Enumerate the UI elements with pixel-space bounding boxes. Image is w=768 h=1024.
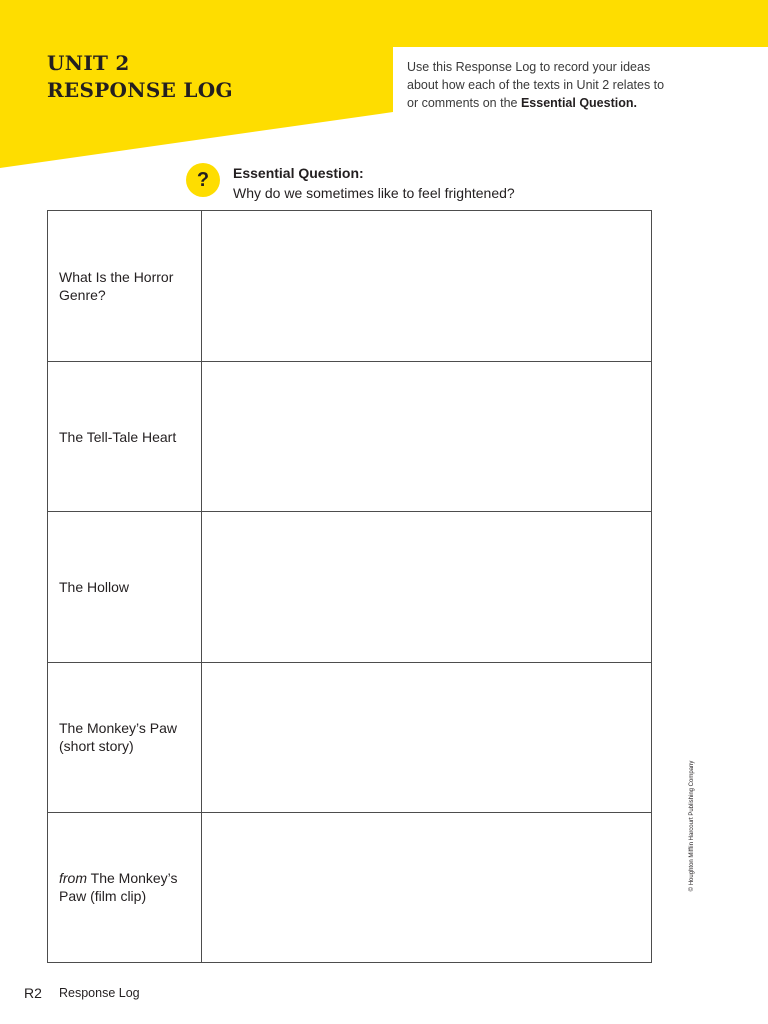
row-text-title bbox=[48, 362, 202, 511]
response-cell[interactable] bbox=[202, 813, 651, 962]
table-row bbox=[48, 812, 651, 962]
row-title: The Monkey’s Paw (film clip) bbox=[59, 870, 178, 905]
response-cell[interactable] bbox=[202, 663, 651, 812]
response-cell[interactable] bbox=[202, 211, 651, 361]
row-text-title bbox=[48, 663, 202, 812]
table-row bbox=[48, 361, 651, 511]
table-row bbox=[48, 211, 651, 361]
row-text-title bbox=[48, 512, 202, 661]
instructions bbox=[407, 58, 665, 112]
response-log-table bbox=[47, 210, 652, 963]
instructions-emphasis: Essential Question. bbox=[520, 96, 637, 110]
row-title: The Tell-Tale Heart bbox=[59, 428, 177, 445]
log-title: RESPONSE LOG bbox=[47, 78, 233, 102]
response-cell[interactable] bbox=[202, 362, 651, 511]
row-title: The Hollow bbox=[59, 578, 130, 595]
row-title: What Is the Horror Genre? bbox=[59, 269, 174, 304]
instructions-text: Use this Response Log to record your ideas about how each of the texts in Unit 2 relates to or comments on the bbox=[407, 60, 665, 110]
table-row bbox=[48, 511, 651, 661]
row-title: The Monkey’s Paw (short story) bbox=[59, 720, 178, 755]
unit-number: UNIT 2 bbox=[47, 51, 130, 75]
section-label: Response Log bbox=[59, 986, 140, 1000]
essential-question-label: Essential Question: bbox=[233, 165, 364, 181]
row-text-title bbox=[48, 813, 202, 962]
row-title-prefix: from bbox=[59, 870, 87, 887]
copyright-notice: © Houghton Mifflin Harcourt Publishing Company bbox=[689, 760, 695, 892]
page-number: R2 bbox=[24, 985, 42, 1001]
essential-question-text: Why do we sometimes like to feel frightened? bbox=[233, 185, 515, 201]
row-text-title bbox=[48, 211, 202, 361]
response-cell[interactable] bbox=[202, 512, 651, 661]
table-row bbox=[48, 662, 651, 812]
page-title bbox=[47, 50, 233, 104]
question-mark-icon: ? bbox=[186, 163, 220, 197]
